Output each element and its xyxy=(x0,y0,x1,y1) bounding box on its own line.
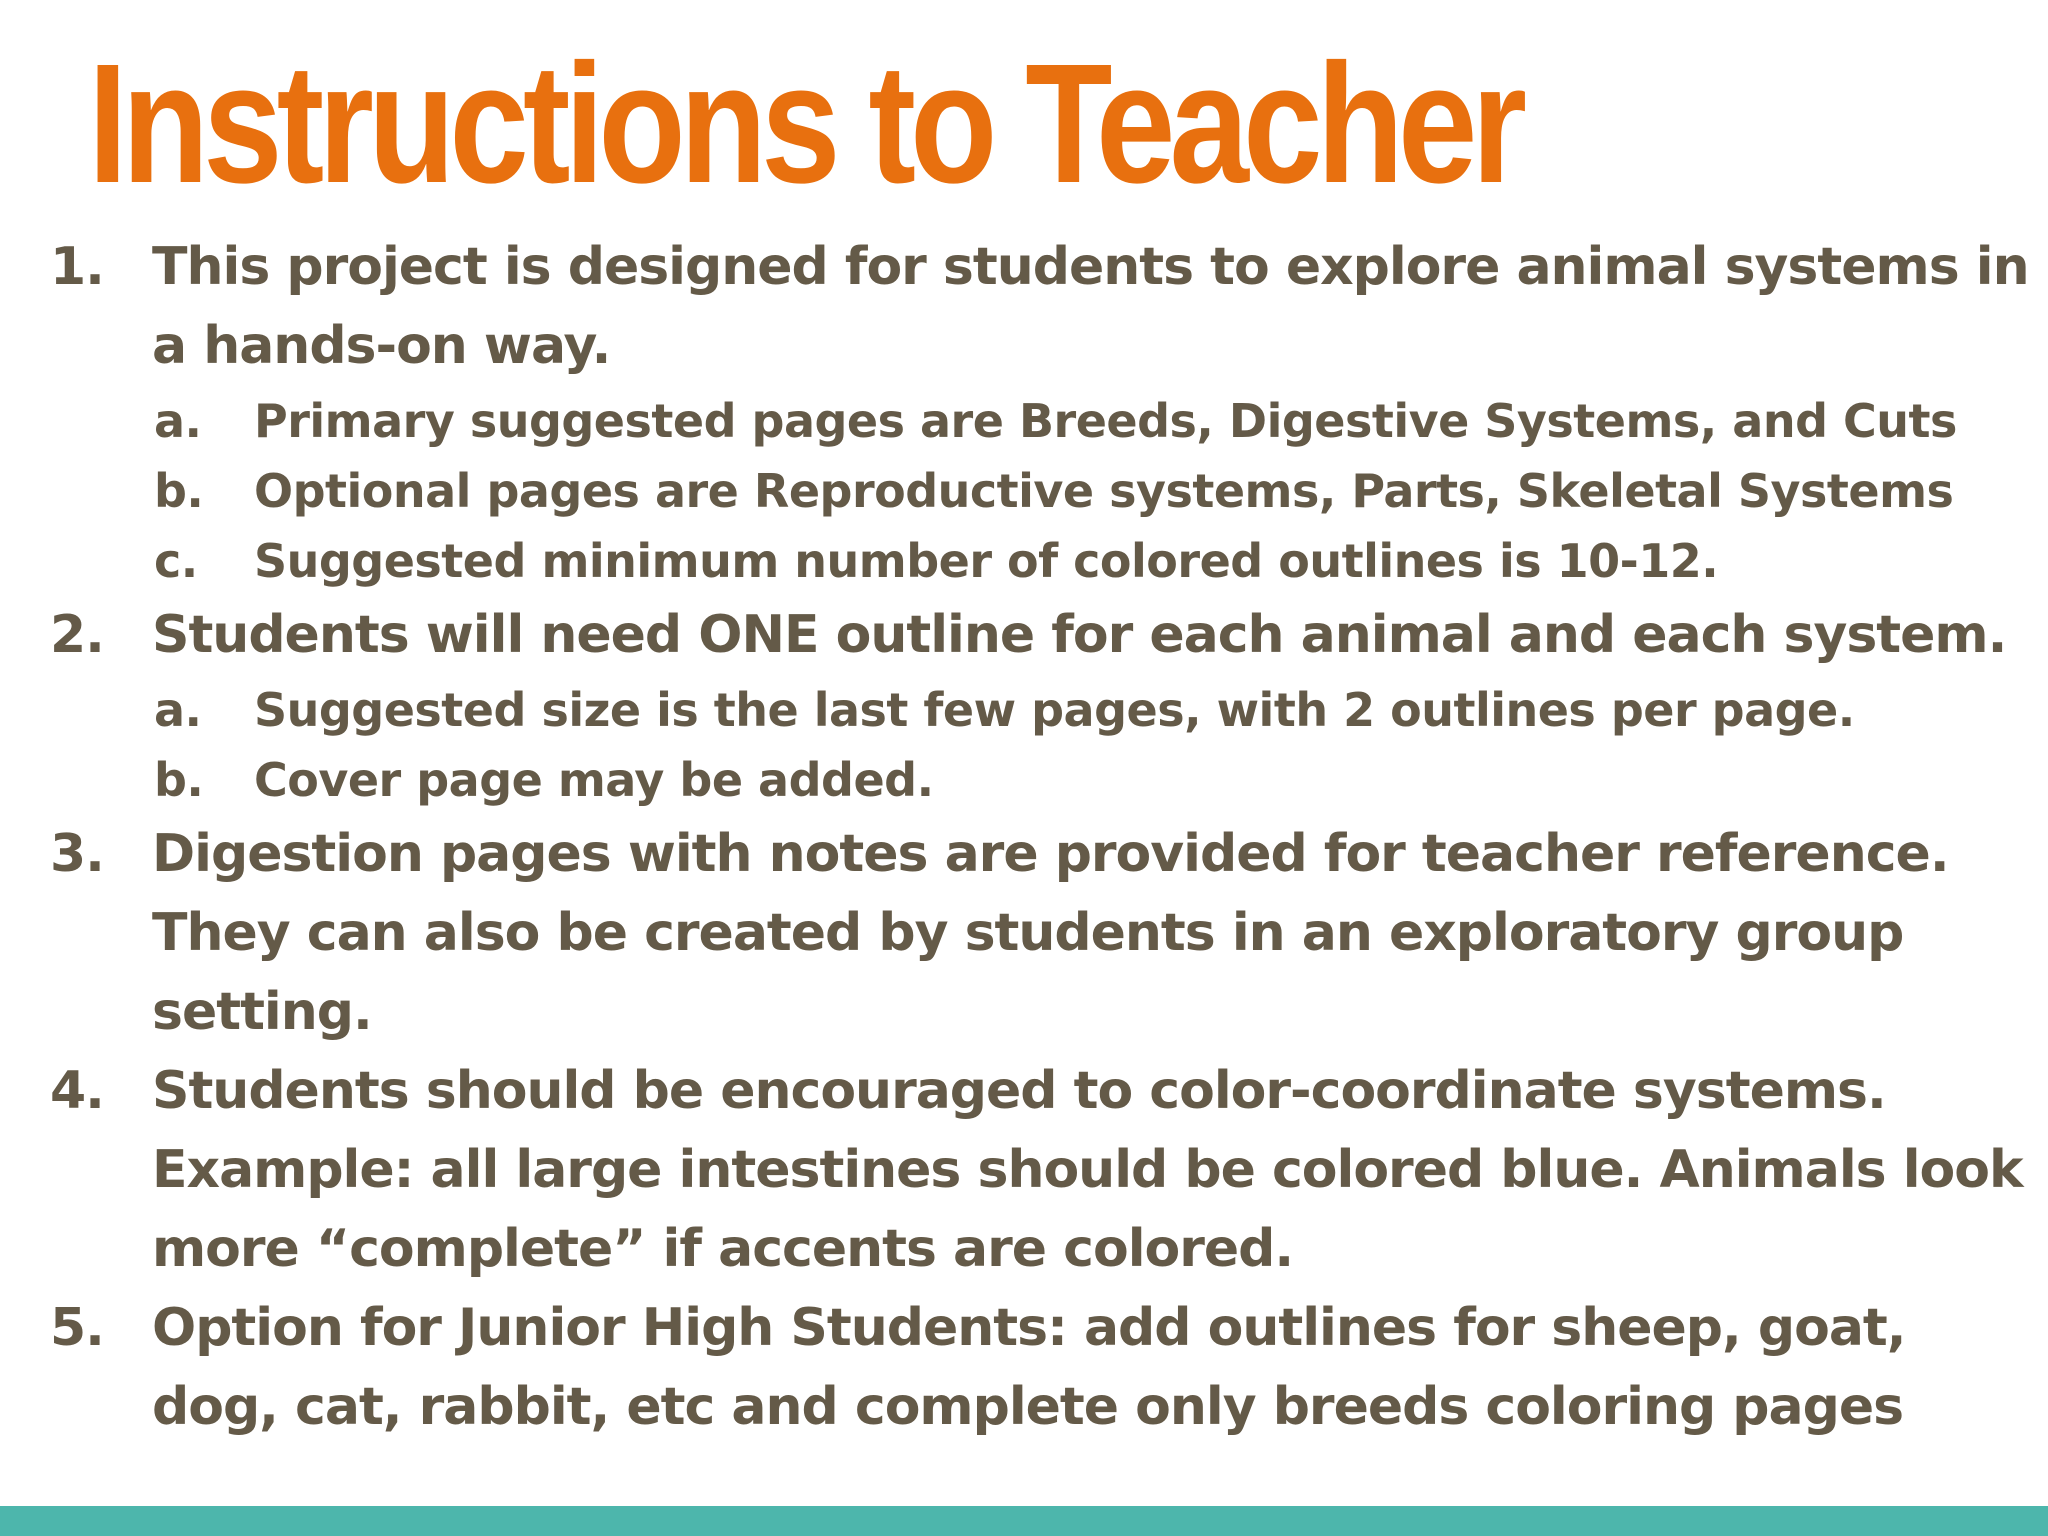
list-item-line: a hands-on way. xyxy=(152,316,611,376)
list-item-3 xyxy=(0,815,2048,1052)
instruction-list xyxy=(0,228,2048,1447)
sub-letter: b. xyxy=(154,464,204,518)
sub-item-text: Optional pages are Reproductive systems, Parts, Skeletal Systems xyxy=(254,464,1954,518)
sub-letter: a. xyxy=(154,683,202,737)
list-item-5 xyxy=(0,1289,2048,1447)
sub-item-1c xyxy=(0,526,2048,596)
list-item-line: Option for Junior High Students: add outlines for sheep, goat, xyxy=(152,1298,1906,1358)
list-item-line: They can also be created by students in an exploratory group xyxy=(152,903,1904,963)
list-number: 2. xyxy=(50,605,104,665)
list-item-1 xyxy=(0,228,2048,386)
list-number: 3. xyxy=(50,824,104,884)
sub-item-text: Suggested size is the last few pages, with 2 outlines per page. xyxy=(254,683,1855,737)
sub-item-text: Suggested minimum number of colored outlines is 10-12. xyxy=(254,534,1719,588)
list-number: 5. xyxy=(50,1298,104,1358)
sub-letter: b. xyxy=(154,753,204,807)
list-item-line: more “complete” if accents are colored. xyxy=(152,1219,1294,1279)
list-item-line: Students should be encouraged to color-coordinate systems. xyxy=(152,1061,1886,1121)
list-item-line: dog, cat, rabbit, etc and complete only breeds coloring pages xyxy=(152,1377,1904,1437)
sub-item-text: Cover page may be added. xyxy=(254,753,934,807)
slide-title: Instructions to Teacher xyxy=(88,29,1522,219)
list-number: 4. xyxy=(50,1061,104,1121)
list-item-line: Students will need ONE outline for each animal and each system. xyxy=(152,605,2007,665)
list-item-line: Example: all large intestines should be colored blue. Animals look xyxy=(152,1140,2023,1200)
list-item-line: This project is designed for students to explore animal systems in xyxy=(152,237,2029,297)
list-item-line: Digestion pages with notes are provided for teacher reference. xyxy=(152,824,1949,884)
list-item-4 xyxy=(0,1052,2048,1289)
sub-item-text: Primary suggested pages are Breeds, Digestive Systems, and Cuts xyxy=(254,394,1957,448)
list-item-line: setting. xyxy=(152,982,372,1042)
sub-letter: a. xyxy=(154,394,202,448)
sub-item-1a xyxy=(0,386,2048,456)
sub-item-1b xyxy=(0,456,2048,526)
sub-item-2a xyxy=(0,675,2048,745)
sub-letter: c. xyxy=(154,534,198,588)
list-number: 1. xyxy=(50,237,104,297)
sub-item-2b xyxy=(0,745,2048,815)
footer-accent-bar xyxy=(0,1506,2048,1536)
list-item-2 xyxy=(0,596,2048,675)
